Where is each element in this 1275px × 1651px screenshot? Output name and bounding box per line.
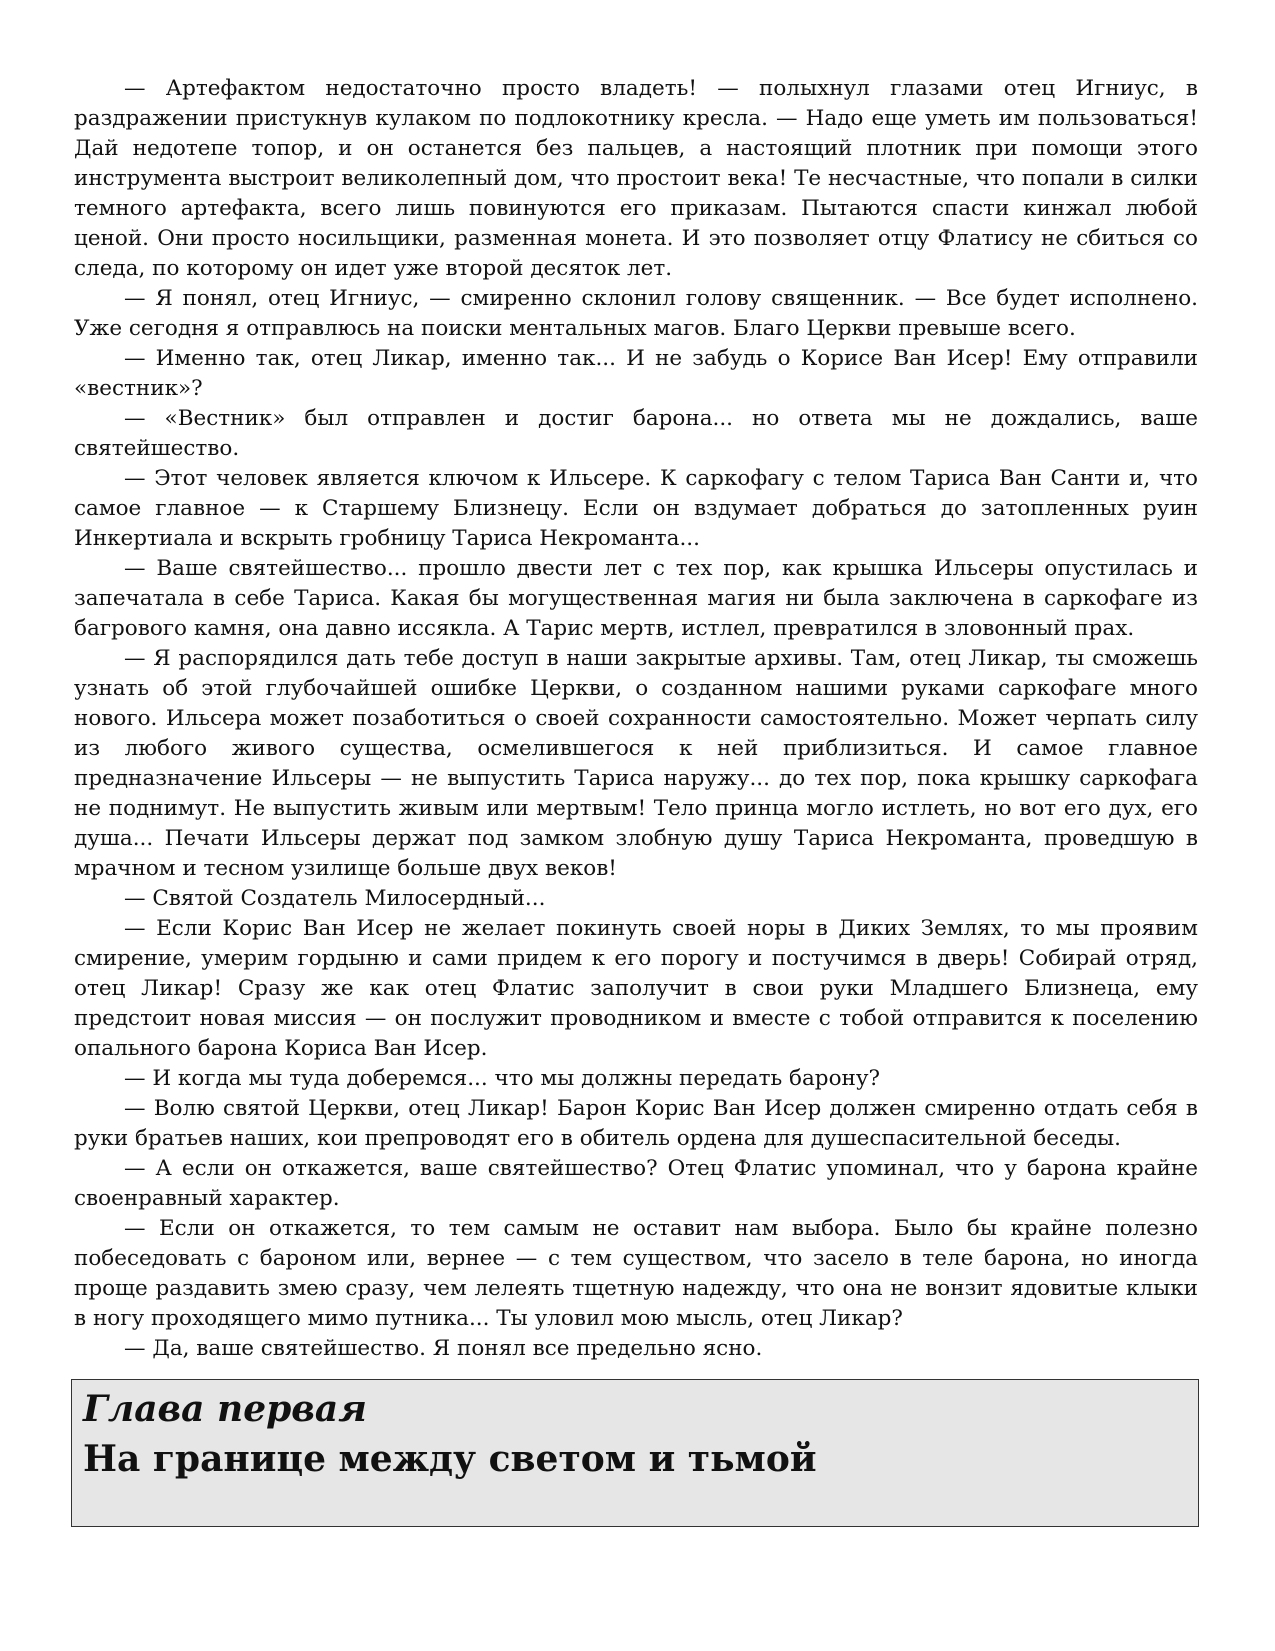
page-body [74,74,1198,1364]
chapter-heading-box [71,1379,1199,1527]
paragraph: — Артефактом недостаточно просто владеть! — полыхнул глазами отец Игниус, в раздражении пристукнув кулаком по подлокотнику кресла. — Надо еще уметь им пользоваться! Дай недотепе топор, и он останется без пальцев, а настоящий плотник при помощи этого инструмента выстроит великолепный дом, что простоит века! Те несчастные, что попали в силки темного артефакта, всего лишь повинуются его приказам. Пытаются спасти кинжал любой ценой. Они просто носильщики, разменная монета. И это позволяет отцу Флатису не сбиться со следа, по которому он идет уже второй десяток лет. [74,76,1198,281]
chapter-label: Глава первая [83,1388,367,1430]
paragraph: — Я понял, отец Игниус, — смиренно склонил голову священник. — Все будет исполнено. Уже сегодня я отправлюсь на поиски ментальных магов. Благо Церкви превыше всего. [74,286,1198,341]
paragraph: — Волю святой Церкви, отец Ликар! Барон Корис Ван Исер должен смиренно отдать себя в руки братьев наших, кои препроводят его в обитель ордена для душеспасительной беседы. [74,1096,1198,1151]
paragraph: — Если он откажется, то тем самым не оставит нам выбора. Было бы крайне полезно побеседовать с бароном или, вернее — с тем существом, что засело в теле барона, но иногда проще раздавить змею сразу, чем лелеять тщетную надежду, что она не вонзит ядовитые клыки в ногу проходящего мимо путника... Ты уловил мою мысль, отец Ликар? [74,1216,1198,1331]
paragraph: — Если Корис Ван Исер не желает покинуть своей норы в Диких Землях, то мы проявим смирение, умерим гордыню и сами придем к его порогу и постучимся в дверь! Собирай отряд, отец Ликар! Сразу же как отец Флатис заполучит в свои руки Младшего Близнеца, ему предстоит новая миссия — он послужит проводником и вместе с тобой отправится к поселению опального барона Кориса Ван Исер. [74,916,1198,1061]
paragraph: — Именно так, отец Ликар, именно так... И не забудь о Корисе Ван Исер! Ему отправили «вестник»? [74,346,1198,401]
paragraph: — Этот человек является ключом к Ильсере. К саркофагу с телом Тариса Ван Санти и, что самое главное — к Старшему Близнецу. Если он вздумает добраться до затопленных руин Инкертиала и вскрыть гробницу Тариса Некроманта... [74,466,1198,551]
paragraph: — Да, ваше святейшество. Я понял все предельно ясно. [124,1336,763,1361]
paragraph: — Я распорядился дать тебе доступ в наши закрытые архивы. Там, отец Ликар, ты сможешь узнать об этой глубочайшей ошибке Церкви, о созданном нашими руками саркофаге много нового. Ильсера может позаботиться о своей сохранности самостоятельно. Может черпать силу из любого живого существа, осмелившегося к ней приблизиться. И самое главное предназначение Ильсеры — не выпустить Тариса наружу... до тех пор, пока крышку саркофага не поднимут. Не выпустить живым или мертвым! Тело принца могло истлеть, но вот его дух, его душа... Печати Ильсеры держат под замком злобную душу Тариса Некроманта, проведшую в мрачном и тесном узилище больше двух веков! [74,646,1198,881]
paragraph: — И когда мы туда доберемся... что мы должны передать барону? [124,1066,881,1091]
paragraph: — Ваше святейшество... прошло двести лет с тех пор, как крышка Ильсеры опустилась и запечатала в себе Тариса. Какая бы могущественная магия ни была заключена в саркофаге из багрового камня, она давно иссякла. А Тарис мертв, истлел, превратился в зловонный прах. [74,556,1198,641]
paragraph: — Святой Создатель Милосердный... [124,886,546,911]
paragraph: — «Вестник» был отправлен и достиг барона... но ответа мы не дождались, ваше святейшество. [74,406,1198,461]
paragraph: — А если он откажется, ваше святейшество? Отец Флатис упоминал, что у барона крайне своенравный характер. [74,1156,1198,1211]
chapter-title: На границе между светом и тьмой [83,1438,817,1480]
